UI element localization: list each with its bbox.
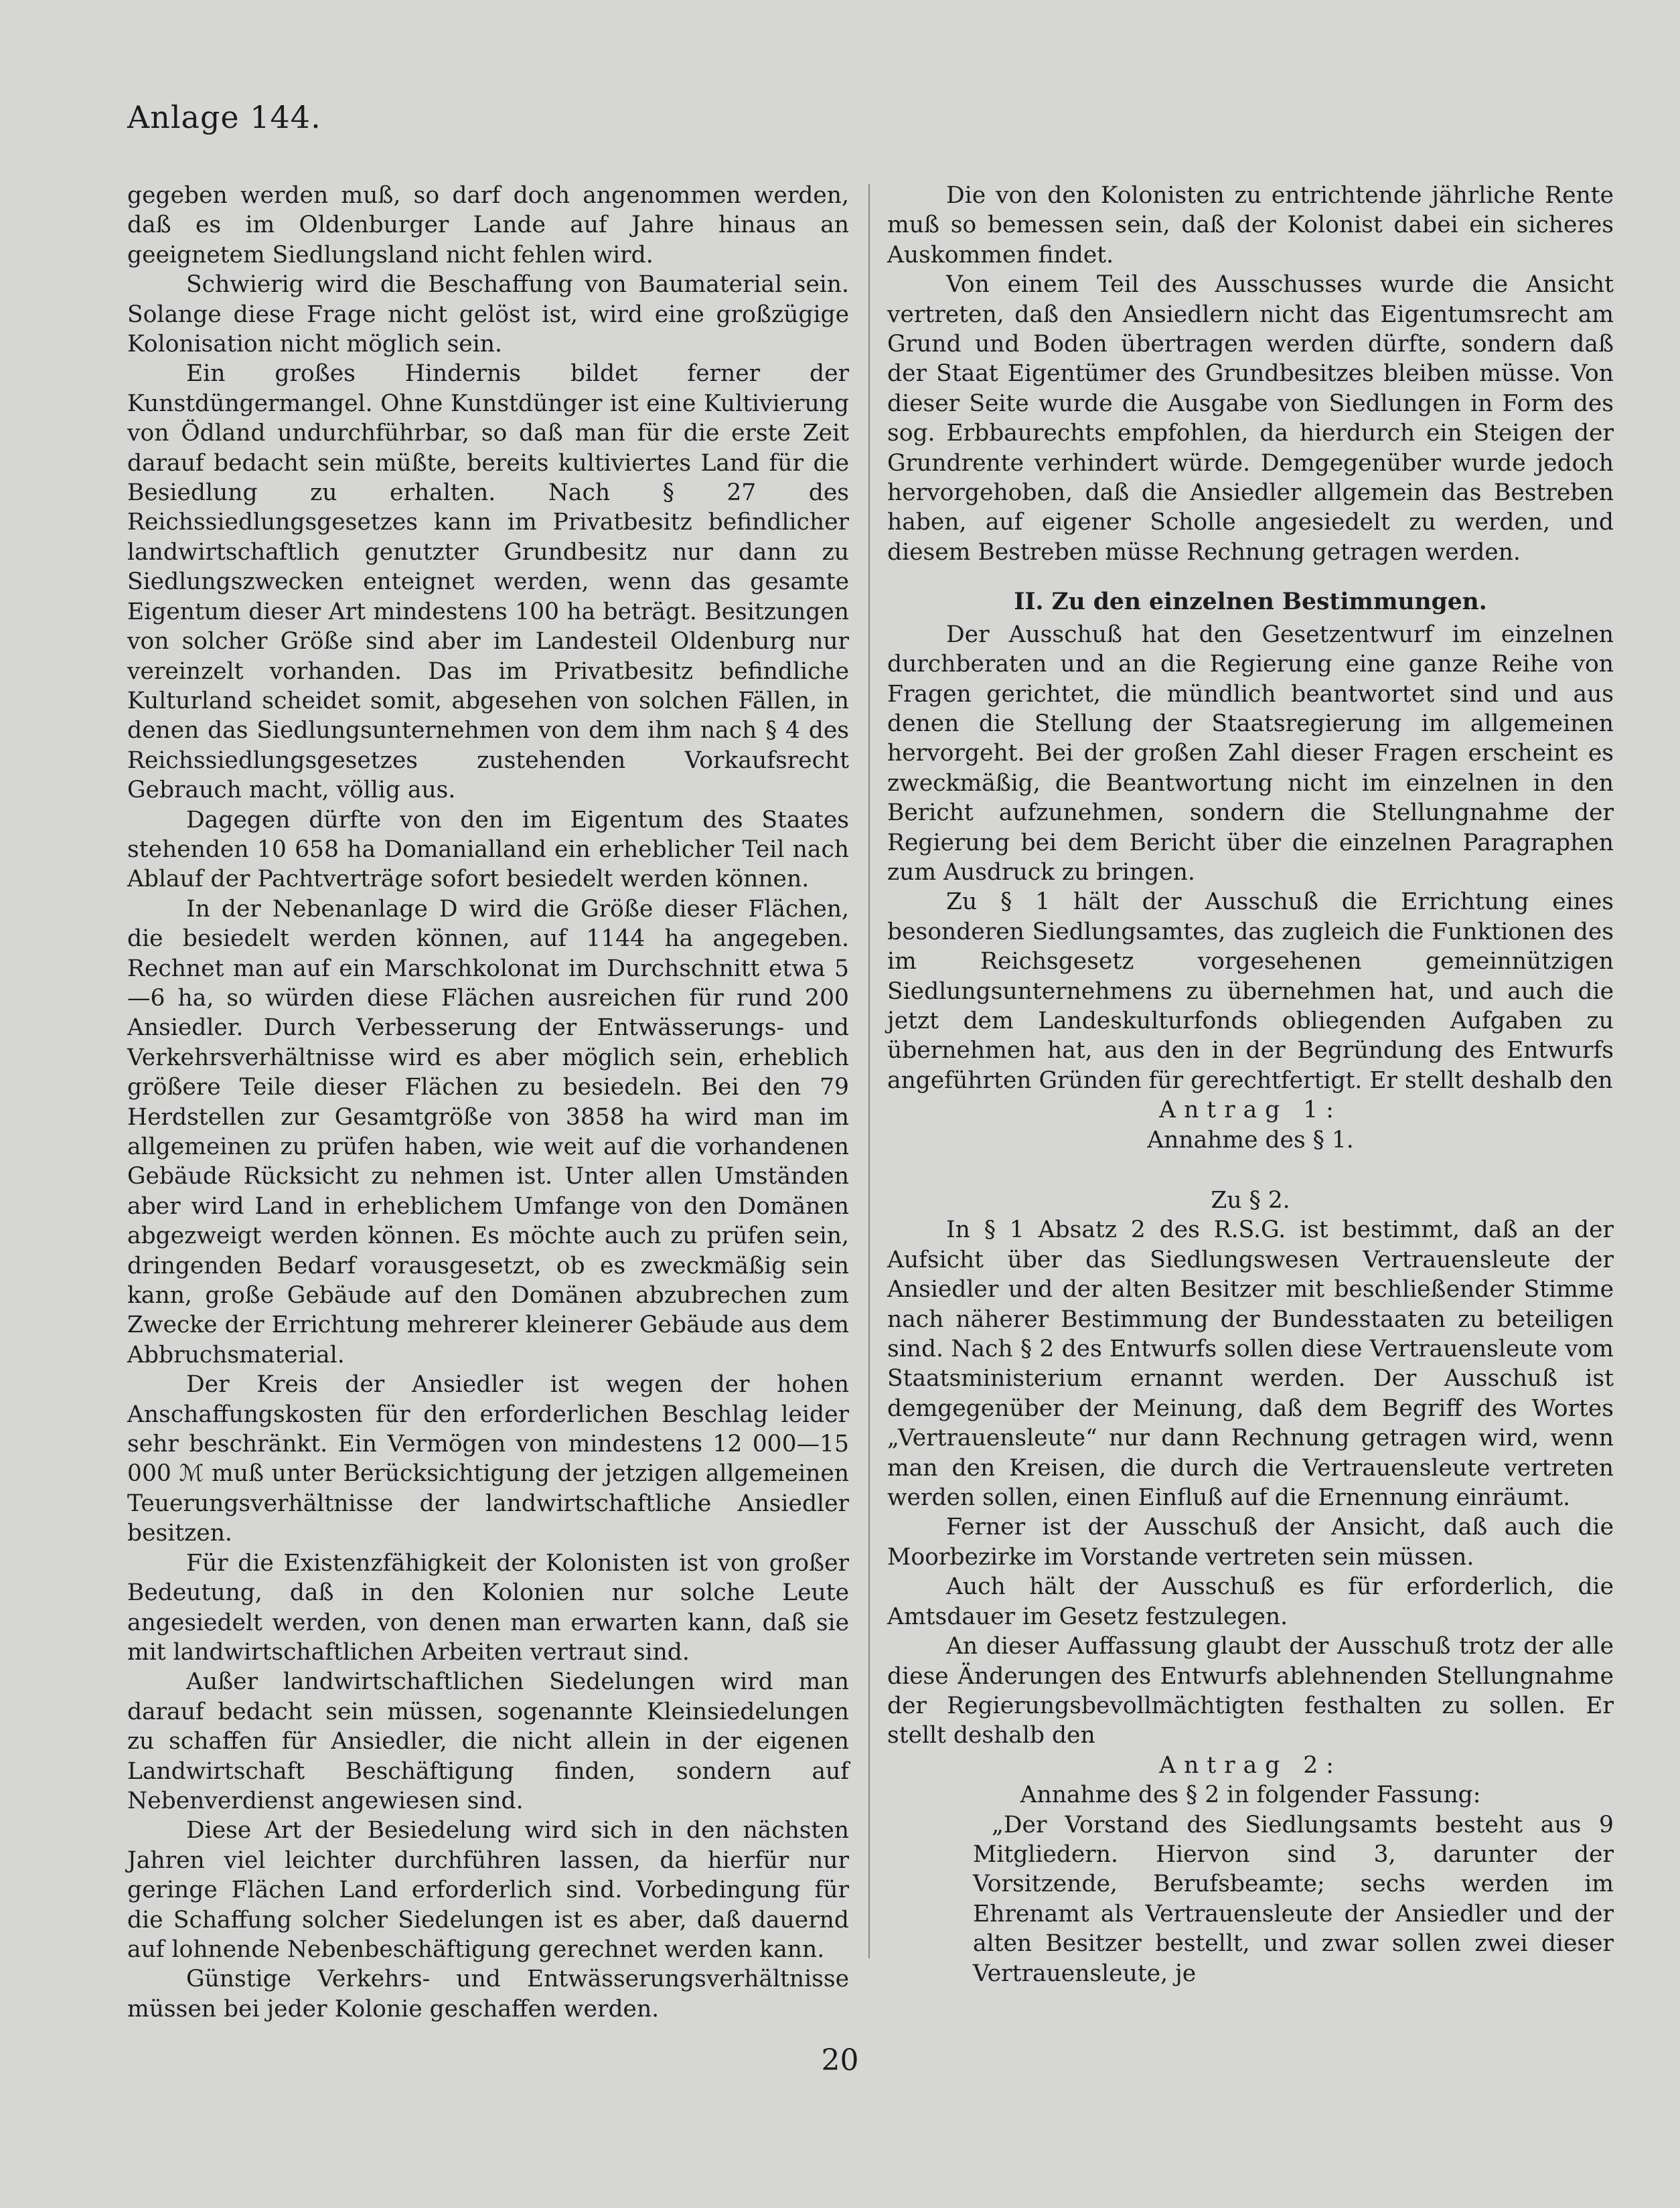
- section-heading: II. Zu den einzelnen Bestimmungen.: [1014, 588, 1487, 616]
- page-header: Anlage 144.: [127, 99, 321, 135]
- paragraph: Der Kreis der Ansiedler ist wegen der hohen Anschaffungskosten für den erforderlichen Beschlag leider sehr beschränkt. Ein Vermögen von mindestens 12 000—15 000 ℳ muß unter Berücksichtigung der jetzigen allgemeinen Teuerungsverhältnisse der landwirtschaftliche Ansiedler besitzen.: [127, 1371, 849, 1547]
- paragraph: Von einem Teil des Ausschusses wurde die Ansicht vertreten, daß den Ansiedlern nicht das Eigentumsrecht am Grund und Boden übertragen werden dürfte, sondern daß der Staat Eigentümer des Grundbesitzes bleiben müsse. Von dieser Seite wurde die Ausgabe von Siedlungen in Form des sog. Erbbaurechts empfohlen, da hierdurch ein Steigen der Grundrente verhindert würde. Demgegenüber wurde jedoch hervorgehoben, daß die Ansiedler allgemein das Bestreben haben, auf eigener Scholle angesiedelt zu werden, und diesem Bestreben müsse Rechnung getragen werden.: [887, 271, 1614, 566]
- paragraph: Der Ausschuß hat den Gesetzentwurf im einzelnen durchberaten und an die Regierung eine ganze Reihe von Fragen gerichtet, die mündlich beantwortet sind und aus denen die Stellung der Staatsregierung im allgemeinen hervorgeht. Bei der großen Zahl dieser Fragen erscheint es zweckmäßig, die Beantwortung nicht im einzelnen in den Bericht aufzunehmen, sondern die Stellungnahme der Regierung bei dem Bericht über die einzelnen Paragraphen zum Ausdruck zu bringen.: [887, 621, 1614, 886]
- page-number: 20: [821, 2043, 859, 2077]
- motion-heading: Antrag 1:: [1159, 1097, 1342, 1124]
- paragraph: An dieser Auffassung glaubt der Ausschuß trotz der alle diese Änderungen des Entwurfs ablehnenden Stellungnahme der Regierungsbevollmächtigten festhalten zu sollen. Er stellt deshalb den: [887, 1633, 1614, 1749]
- left-column: [127, 181, 849, 2024]
- paragraph: gegeben werden muß, so darf doch angenommen werden, daß es im Oldenburger Lande auf Jahre hinaus an geeignetem Siedlungsland nicht fehlen wird.: [127, 182, 849, 268]
- subsection-heading: Zu § 2.: [1211, 1187, 1290, 1214]
- right-column: [887, 181, 1614, 1988]
- paragraph: Diese Art der Besiedelung wird sich in den nächsten Jahren viel leichter durchführen lassen, da hierfür nur geringe Flächen Land erforderlich sind. Vorbedingung für die Schaffung solcher Siedelungen ist es aber, daß dauernd auf lohnende Nebenbeschäftigung gerechnet werden kann.: [127, 1817, 849, 1963]
- motion-text: Annahme des § 2 in folgender Fassung:: [1020, 1782, 1481, 1809]
- paragraph: In der Nebenanlage D wird die Größe dieser Flächen, die besiedelt werden können, auf 1144 ha angegeben. Rechnet man auf ein Marschkolonat im Durchschnitt etwa 5—6 ha, so würden diese Flächen ausreichen für rund 200 Ansiedler. Durch Verbesserung der Entwässerungs- und Verkehrsverhältnisse wird es aber möglich sein, erheblich größere Teile dieser Flächen zu besiedeln. Bei den 79 Herdstellen zur Gesamtgröße von 3858 ha wird man im allgemeinen zu prüfen haben, wie weit auf die vorhandenen Gebäude Rücksicht zu nehmen ist. Unter allen Umständen aber wird Land in erheblichem Umfange von den Domänen abgezweigt werden können. Es möchte auch zu prüfen sein, dringenden Bedarf vorausgesetzt, ob es zweckmäßig sein kann, große Gebäude auf den Domänen abzubrechen zum Zwecke der Errichtung mehrerer kleinerer Gebäude aus dem Abbruchsmaterial.: [127, 895, 849, 1368]
- paragraph: Günstige Verkehrs- und Entwässerungsverhältnisse müssen bei jeder Kolonie geschaffen werden.: [127, 1966, 849, 2023]
- column-divider: [868, 184, 870, 1958]
- paragraph: Für die Existenzfähigkeit der Kolonisten ist von großer Bedeutung, daß in den Kolonien nur solche Leute angesiedelt werden, von denen man erwarten kann, daß sie mit landwirtschaftlichen Arbeiten vertraut sind.: [127, 1549, 849, 1666]
- paragraph: Die von den Kolonisten zu entrichtende jährliche Rente muß so bemessen sein, daß der Kolonist dabei ein sicheres Auskommen findet.: [887, 182, 1614, 268]
- paragraph: Dagegen dürfte von den im Eigentum des Staates stehenden 10 658 ha Domanialland ein erheblicher Teil nach Ablauf der Pachtverträge sofort besiedelt werden können.: [127, 806, 849, 893]
- paragraph: Schwierig wird die Beschaffung von Baumaterial sein. Solange diese Frage nicht gelöst ist, wird eine großzügige Kolonisation nicht möglich sein.: [127, 271, 849, 358]
- paragraph: Ferner ist der Ausschuß der Ansicht, daß auch die Moorbezirke im Vorstande vertreten sein müssen.: [887, 1514, 1614, 1571]
- paragraph: Zu § 1 hält der Ausschuß die Errichtung eines besonderen Siedlungsamtes, das zugleich die Funktionen des im Reichsgesetz vorgesehenen gemeinnützigen Siedlungsunternehmens zu übernehmen hat, und auch die jetzt dem Landeskulturfonds obliegenden Aufgaben zu übernehmen hat, aus den in der Begründung des Entwurfs angeführten Gründen für gerechtfertigt. Er stellt deshalb den: [887, 888, 1614, 1094]
- paragraph: In § 1 Absatz 2 des R.S.G. ist bestimmt, daß an der Aufsicht über das Siedlungswesen Vertrauensleute der Ansiedler und der alten Besitzer mit beschließender Stimme nach näherer Bestimmung der Bundesstaaten zu beteiligen sind. Nach § 2 des Entwurfs sollen diese Vertrauensleute vom Staatsministerium ernannt werden. Der Ausschuß ist demgegenüber der Meinung, daß dem Begriff des Wortes „Vertrauensleute“ nur dann Rechnung getragen wird, wenn man den Kreisen, die durch die Vertrauensleute vertreten werden sollen, einen Einfluß auf die Ernennung einräumt.: [887, 1216, 1614, 1512]
- motion-text: Annahme des § 1.: [1147, 1126, 1354, 1154]
- paragraph: Außer landwirtschaftlichen Siedelungen wird man darauf bedacht sein müssen, sogenannte Kleinsiedelungen zu schaffen für Ansiedler, die nicht allein in der eigenen Landwirtschaft Beschäftigung finden, sondern auf Nebenverdienst angewiesen sind.: [127, 1668, 849, 1814]
- quoted-provision: „Der Vorstand des Siedlungsamts besteht aus 9 Mitgliedern. Hiervon sind 3, darunter der Vorsitzende, Berufsbeamte; sechs werden im Ehrenamt als Vertrauensleute der Ansiedler und der alten Besitzer bestellt, und zwar sollen zwei dieser Vertrauensleute, je: [973, 1811, 1614, 1987]
- motion-heading: Antrag 2:: [1159, 1751, 1342, 1779]
- paragraph: Auch hält der Ausschuß es für erforderlich, die Amtsdauer im Gesetz festzulegen.: [887, 1573, 1614, 1630]
- paragraph: Ein großes Hindernis bildet ferner der Kunstdüngermangel. Ohne Kunstdünger ist eine Kultivierung von Ödland undurchführbar, so daß man für die erste Zeit darauf bedacht sein müßte, bereits kultiviertes Land für die Besiedlung zu erhalten. Nach § 27 des Reichssiedlungsgesetzes kann im Privatbesitz befindlicher landwirtschaftlich genutzter Grundbesitz nur dann zu Siedlungszwecken enteignet werden, wenn das gesamte Eigentum dieser Art mindestens 100 ha beträgt. Besitzungen von solcher Größe sind aber im Landesteil Oldenburg nur vereinzelt vorhanden. Das im Privatbesitz befindliche Kulturland scheidet somit, abgesehen von solchen Fällen, in denen das Siedlungsunternehmen von dem ihm nach § 4 des Reichssiedlungsgesetzes zustehenden Vorkaufsrecht Gebrauch macht, völlig aus.: [127, 360, 849, 804]
